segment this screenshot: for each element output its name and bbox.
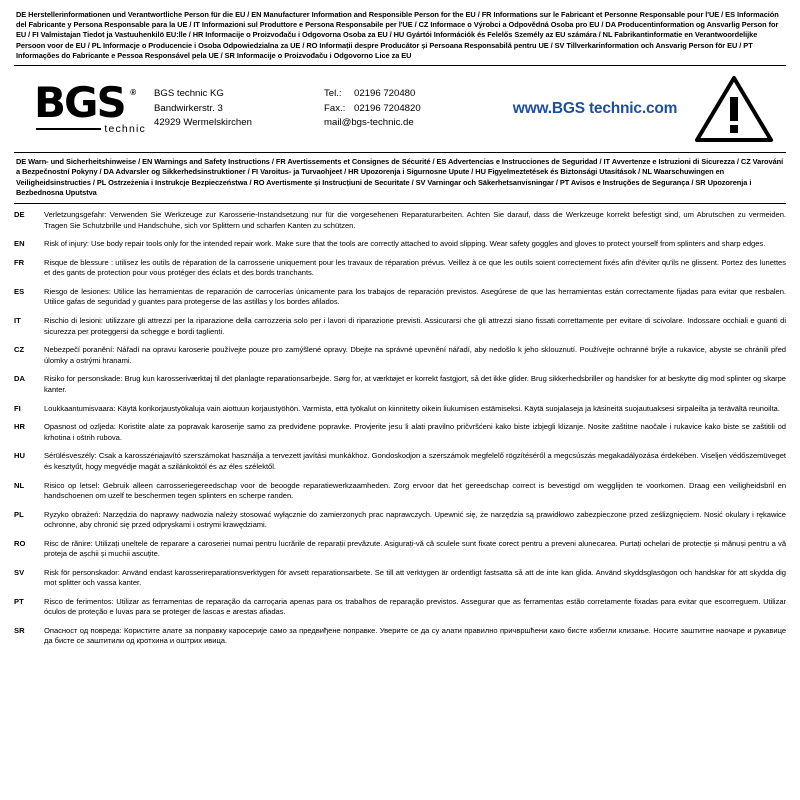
language-text: Rischio di lesioni: utilizzare gli attrezzi per la riparazione della carrozzeria solo per i lavori di riparazione previsti. Assicurarsi che gli attrezzi siano fissati correttamente per evitare di scivolare. Indossare occhiali e guanti di sicurezza per proteggersi da schegge e bordi taglienti. bbox=[44, 316, 786, 336]
language-code: DE bbox=[14, 210, 25, 220]
logo-subtext: technic bbox=[104, 122, 146, 135]
table-row bbox=[14, 210, 786, 239]
company-contact bbox=[324, 87, 504, 131]
language-code: HR bbox=[14, 422, 25, 432]
email-address[interactable]: mail@bgs-technic.de bbox=[324, 117, 414, 129]
language-text: Risiko for personskade: Brug kun karosseriværktøj til det planlagte reparationsarbejde. Sørg for, at værktøjet er korrekt fastgjort, så det ikke glider. Brug sikkerhedsbriller og handsker for at beskytte dig mod splinter og skarpe kanter. bbox=[44, 374, 786, 394]
table-row bbox=[14, 626, 786, 655]
language-code: PT bbox=[14, 596, 24, 606]
registered-trademark-icon: ® bbox=[130, 87, 137, 97]
language-text: Опасност од повреда: Користите алате за поправку каросерије само за предвиђене поправке. Уверите се да су алати правилно причвршћени како бисте избегли клизање. Носите заштитне наочаре и рукавице да бисте се заштитили од кротхина и оштрих ивица. bbox=[44, 626, 786, 646]
language-code: ES bbox=[14, 287, 25, 297]
table-row bbox=[14, 597, 786, 626]
website-brand: BGS technic bbox=[551, 100, 642, 118]
bgs-logo bbox=[18, 77, 146, 135]
language-text: Riesgo de lesiones: Utilice las herramientas de reparación de carrocerías únicamente para los trabajos de reparación previstos. Asegúrese de que las herramientas están correctamente fijadas para evitar que resbalen. Utilice gafas de seguridad y guantes para protegerse de las astillas y los bordes afilados. bbox=[44, 287, 786, 307]
language-code: SR bbox=[14, 626, 25, 636]
table-row bbox=[14, 374, 786, 403]
company-street: Bandwirkerstr. 3 bbox=[154, 102, 223, 114]
table-row bbox=[14, 539, 786, 568]
table-row bbox=[14, 510, 786, 539]
company-info-band bbox=[14, 66, 786, 152]
language-text: Risk för personskador: Använd endast karosserireparationsverktygen för avsett reparationsarbete. Se till att verktygen är ordentligt fastsatta så att de inte kan glida. Använd skyddsglasögon och handskar för att skydda dig mot splitter och vassa kanter. bbox=[44, 567, 786, 588]
fax-value: 02196 7204820 bbox=[354, 102, 421, 114]
fax-label: Fax.: bbox=[324, 102, 346, 114]
language-text: Risco de ferimentos: Utilizar as ferramentas de reparação da carroçaria apenas para os trabalhos de reparação previstos. Assegurar que as ferramentas estão corretamente fixadas para evitar que escorreguem. Utilizar óculos de proteção e luvas para se proteger de lascas e arestas afiadas. bbox=[44, 596, 786, 617]
language-code: PL bbox=[14, 509, 24, 519]
table-row bbox=[14, 422, 786, 451]
contact-fax-row bbox=[324, 102, 504, 117]
company-address bbox=[146, 87, 324, 131]
company-name: BGS technic KG bbox=[154, 88, 224, 100]
table-row bbox=[14, 287, 786, 316]
language-text: Ryzyko obrażeń: Narzędzia do naprawy nadwozia należy stosować wyłącznie do zamierzonych prac naprawczych. Upewnić się, że narzędzia są prawidłowo zabezpieczone przed ześlizgnięciem. Nosić okulary i rękawice ochronne, aby chronić się przed odpryskami i ostrymi krawędziami. bbox=[44, 509, 786, 529]
language-code: HU bbox=[14, 451, 25, 461]
website-suffix: .com bbox=[641, 100, 678, 118]
language-text: Nebezpečí poranění: Nářadí na opravu karoserie používejte pouze pro zamýšlené opravy. Dbejte na správné upevnění nářadí, aby nedošlo k jeho sklouznutí. Používejte ochranné brýle a rukavice, abyste se chránili před úlomky a ostrými hranami. bbox=[44, 345, 786, 365]
tel-label: Tel.: bbox=[324, 88, 342, 100]
contact-mail-row[interactable] bbox=[324, 116, 504, 131]
language-code: NL bbox=[14, 480, 25, 490]
table-row bbox=[14, 258, 786, 287]
language-text: Opasnost od ozljeda: Koristite alate za popravak karoserije samo za predviđene popravke. Provjerite jesu li alati pravilno pričvršćeni kako biste izbjegli klizanje. Nosite zaštitne naočale i rukavice kako biste se zaštitili od krhotina i oštrih rubova. bbox=[44, 422, 786, 442]
website-prefix: www. bbox=[512, 100, 552, 118]
language-code: SV bbox=[14, 567, 25, 577]
instructions-table-body bbox=[14, 210, 786, 655]
language-text: Risk of injury: Use body repair tools only for the intended repair work. Make sure that the tools are correctly attached to avoid slipping. Wear safety goggles and gloves to protect yourself from splinters and sharp edges. bbox=[44, 239, 766, 249]
language-code: FR bbox=[14, 258, 25, 268]
language-code: CZ bbox=[14, 345, 25, 355]
language-text: Risico op letsel: Gebruik alleen carrosseriegereedschap voor de beoogde reparatiewerkzaamheden. Zorg ervoor dat het gereedschap correct is bevestigd om wegglijden te voorkomen. Draag een veiligheidsbril en handschoenen om uzelf te beschermen tegen splinters en scherpe randen. bbox=[44, 480, 786, 500]
company-city: 42929 Wermelskirchen bbox=[154, 117, 252, 129]
logo-wordmark: BGS bbox=[34, 77, 125, 127]
language-text: Loukkaantumisvaara: Käytä korikorjaustyökaluja vain aiottuun korjaustyöhön. Varmista, että työkalut on kiinnitetty oikein liukumisen estämiseksi. Käytä suojalaseja ja käsineitä suojautuaksesi sirpaleilta ja terävältä reunoilta. bbox=[44, 403, 780, 413]
language-code: DA bbox=[14, 374, 25, 384]
contact-tel-row bbox=[324, 87, 504, 102]
table-row bbox=[14, 568, 786, 597]
table-row bbox=[14, 451, 786, 480]
instructions-table bbox=[14, 210, 786, 655]
language-code: FI bbox=[14, 403, 21, 413]
company-website[interactable] bbox=[504, 100, 686, 118]
warning-triangle-icon bbox=[686, 75, 782, 143]
language-code: EN bbox=[14, 239, 25, 249]
manufacturer-info-header: DE Herstellerinformationen und Verantwortliche Person für die EU / EN Manufacturer Information and Responsible Person for the EU / FR Informations sur le Fabricant et Personne Responsable pour l'UE / ES Información del Fabricante y Persona Responsable para la UE / IT Informazioni sul Produttore e Persona Responsabile per l'UE / CZ Informace o Výrobci a Odpovědná Osoba pro EU / DA Producentinformation og Ansvarlig Person for EU / FI Valmistajan Tiedot ja Vastuuhenkilö EU:lle / HR Informacije o Proizvođaču i Odgovorna Osoba za EU / HU Gyártói Információk és Felelős Személy az EU számára / NL Fabrikantinformatie en Verantwoordelijke Persoon voor de EU / PL Informacje o Producencie i Osoba Odpowiedzialna za UE / RO Informații despre Producător și Persoana Responsabilă pentru UE / SV Tillverkarinformation och Ansvarig Person för EU / PT Informações do Fabricante e Pessoa Responsável pela UE / SR Informacije o Proizvođaču i Odgovorno Lice za EU bbox=[16, 10, 779, 60]
table-row bbox=[14, 239, 786, 258]
safety-instructions-header: DE Warn- und Sicherheitshinweise / EN Warnings and Safety Instructions / FR Avertissements et Consignes de Sécurité / ES Advertencias e Instrucciones de Seguridad / IT Avvertenze e Istruzioni di Sicurezza / CZ Varování a Bezpečnostní Pokyny / DA Advarsler og Sikkerhedsinstruktioner / FI Varoitus- ja Turvaohjeet / HR Upozorenja i Sigurnosne Upute / HU Figyelmeztetések és Biztonsági Utasítások / NL Waarschuwingen en Veiligheidsinstructies / PL Ostrzeżenia i Instrukcje Bezpieczeństwa / RO Avertismente și Instrucțiuni de Securitate / SV Varningar och Säkerhetsanvisningar / PT Avisos e Instruções de Segurança / SR Upozorenja i Bezbednosna Uputstva bbox=[16, 157, 784, 197]
language-code: IT bbox=[14, 316, 21, 326]
table-row bbox=[14, 481, 786, 510]
tel-value: 02196 720480 bbox=[354, 88, 416, 100]
divider-bottom bbox=[14, 203, 786, 204]
language-text: Risc de rănire: Utilizați uneltele de reparare a caroseriei numai pentru lucrările de reparații prevăzute. Asigurați-vă că sculele sunt fixate corect pentru a preveni alunecarea. Purtați ochelari de protecție și mănuși pentru a vă proteja de așchii și muchii ascuțite. bbox=[44, 538, 786, 559]
language-text: Verletzungsgefahr: Verwenden Sie Werkzeuge zur Karosserie-Instandsetzung nur für die vorgesehenen Reparaturarbeiten. Achten Sie darauf, dass die Werkzeuge korrekt befestigt sind, um Abrutschen zu vermeiden. Tragen Sie Schutzbrille und Handschuhe, sich vor Splittern und scharfen Kanten zu schützen. bbox=[44, 210, 786, 230]
table-row bbox=[14, 404, 786, 423]
logo-rule-left bbox=[36, 128, 101, 130]
language-text: Risque de blessure : utilisez les outils de réparation de la carrosserie uniquement pour les travaux de réparation prévus. Veillez à ce que les outils soient correctement fixés afin d'éviter qu'ils ne glissent. Portez des lunettes et des gants de protection pour vous protéger des éclats et des bords tranchants. bbox=[44, 258, 786, 278]
table-row bbox=[14, 345, 786, 374]
language-text: Sérülésveszély: Csak a karosszériajavító szerszámokat használja a tervezett javítási munkákhoz. Gondoskodjon a szerszámok megfelelő rögzítéséről a megcsúszás megakadályozása érdekében. Viseljen védőszemüveget és kesztyűt, hogy megvédje magát a szilánkoktól és az éles szélektől. bbox=[44, 451, 786, 471]
table-row bbox=[14, 316, 786, 345]
language-code: RO bbox=[14, 538, 26, 548]
